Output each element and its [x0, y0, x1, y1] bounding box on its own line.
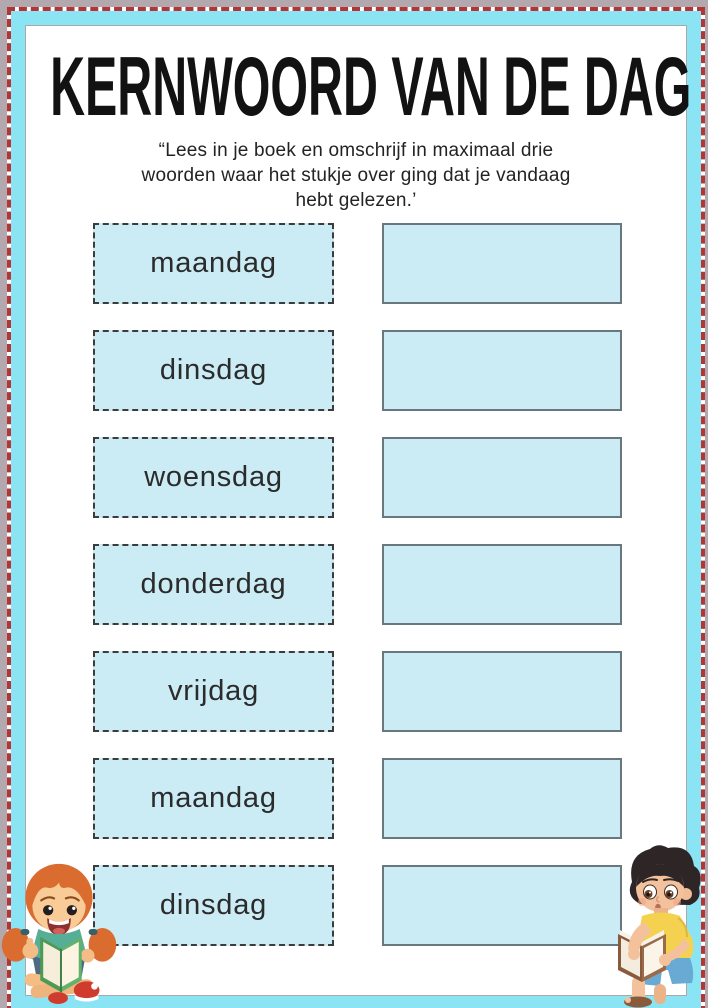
day-box-row6	[93, 758, 334, 839]
page-title-text: KERNWOORD VAN DE DAG	[50, 41, 692, 135]
day-box-row3	[93, 437, 334, 518]
instructions	[26, 138, 686, 213]
day-label: vrijdag	[167, 675, 260, 707]
instructions-line-3: hebt gelezen.’	[295, 190, 417, 211]
day-label: donderdag	[140, 568, 287, 600]
instructions-line-2: woorden waar het stukje over ging dat je vandaag	[141, 165, 571, 186]
answer-box-row7[interactable]	[382, 865, 622, 946]
worksheet-content	[25, 25, 692, 996]
page-title	[26, 40, 692, 135]
answer-box-row5[interactable]	[382, 651, 622, 732]
instructions-line-1: “Lees in je boek en omschrijf in maximaal drie	[158, 140, 554, 161]
day-label: dinsdag	[159, 889, 268, 921]
day-box-row1	[93, 223, 334, 304]
day-box-row2	[93, 330, 334, 411]
answer-box-row1[interactable]	[382, 223, 622, 304]
day-box-row7	[93, 865, 334, 946]
answer-box-row6[interactable]	[382, 758, 622, 839]
day-box-row4	[93, 544, 334, 625]
day-label: maandag	[150, 247, 277, 279]
day-box-row5	[93, 651, 334, 732]
day-label: woensdag	[144, 461, 283, 493]
day-label: dinsdag	[159, 354, 268, 386]
answer-box-row4[interactable]	[382, 544, 622, 625]
answer-box-row3[interactable]	[382, 437, 622, 518]
answer-box-row2[interactable]	[382, 330, 622, 411]
boy-reading-illustration	[614, 842, 708, 1008]
day-rows	[93, 223, 622, 946]
day-label: maandag	[150, 782, 277, 814]
girl-reading-illustration	[0, 856, 118, 1006]
